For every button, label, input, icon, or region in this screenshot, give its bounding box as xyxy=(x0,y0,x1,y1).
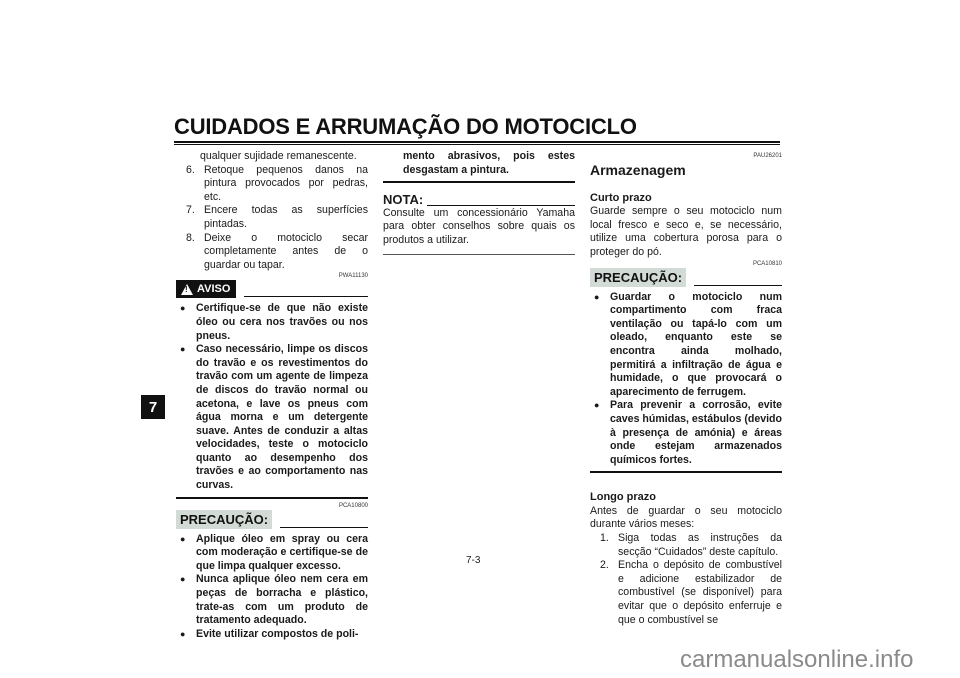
header-rule xyxy=(427,204,575,206)
bullet-icon: ● xyxy=(180,533,186,544)
caution-label: PRECAUÇÃO: xyxy=(590,268,686,287)
continuation-text: qualquer sujidade remanescente. xyxy=(200,150,357,162)
list-item xyxy=(176,302,368,343)
warning-header xyxy=(176,280,368,298)
caution-list xyxy=(590,291,782,468)
warning-label: AVISO xyxy=(197,282,231,295)
bullet-text: Caso necessário, limpe os discos do travão e os revestimentos do travão com um agente de limpeza de discos do travão normal ou acetona, e lave os pneus com água morna e um detergente suave. Antes de conduzir a altas velocidades, teste o motociclo quanto ao desempenho dos travões e ao comportamento nas curvas. xyxy=(196,343,368,492)
caution-header xyxy=(176,510,368,529)
title-rule xyxy=(174,141,780,143)
list-item xyxy=(176,343,368,493)
continuation-text: mento abrasivos, pois estes desgastam a pintura. xyxy=(403,150,575,176)
list-item xyxy=(176,164,368,205)
section-end-rule xyxy=(383,181,575,183)
column-2 xyxy=(383,150,575,255)
list-item xyxy=(176,573,368,627)
paragraph: Guarde sempre o seu motociclo num local fresco e seco e, se necessário, utilize uma cobertura porosa para o proteger do pó. xyxy=(590,205,782,258)
caution-label: PRECAUÇÃO: xyxy=(176,510,272,529)
column-1 xyxy=(176,150,368,641)
column-3 xyxy=(590,150,782,627)
list-item xyxy=(176,232,368,273)
header-rule xyxy=(694,284,782,286)
list-item xyxy=(590,559,782,627)
page-title: CUIDADOS E ARRUMAÇÃO DO MOTOCICLO xyxy=(174,114,637,139)
step-text: Deixe o motociclo secar completamente antes de o guardar ou tapar. xyxy=(204,231,368,271)
chapter-tab: 7 xyxy=(141,395,165,419)
reference-code: PCA10810 xyxy=(752,260,782,267)
bullet-text: Certifique-se de que não existe óleo ou cera nos travões ou nos pneus. xyxy=(196,302,368,342)
bullet-icon: ● xyxy=(594,291,600,302)
bullet-icon: ● xyxy=(594,400,600,411)
section-heading: Armazenagem xyxy=(590,162,686,178)
note-text: Consulte um concessionário Yamaha para obter conselhos sobre quais os produtos a utilizar. xyxy=(383,206,575,246)
paragraph: Antes de guardar o seu motociclo durante vários meses: xyxy=(590,504,782,531)
title-rule-secondary xyxy=(174,144,780,145)
bullet-text: Evite utilizar compostos de poli- xyxy=(196,627,359,640)
bullet-text: Aplique óleo em spray ou cera com moderação e certifique-se de que limpa qualquer excesso. xyxy=(196,532,368,572)
bullet-icon: ● xyxy=(180,303,186,314)
section-end-rule xyxy=(383,254,575,255)
bullet-icon: ● xyxy=(180,628,186,639)
step-number: 1. xyxy=(600,532,609,545)
reference-code: PWA11130 xyxy=(338,273,368,280)
warning-triangle-icon xyxy=(181,284,193,295)
bullet-icon: ● xyxy=(180,344,186,355)
warning-list xyxy=(176,302,368,492)
step-number: 2. xyxy=(600,559,609,572)
step-number: 6. xyxy=(186,163,195,176)
list-item xyxy=(176,628,368,642)
watermark: carmanualsonline.info xyxy=(680,646,914,673)
step-text: Encere todas as superfícies pintadas. xyxy=(204,204,368,230)
caution-list xyxy=(176,533,368,642)
page-number: 7-3 xyxy=(466,555,481,566)
list-item xyxy=(590,532,782,559)
bullet-icon: ● xyxy=(180,574,186,585)
header-rule xyxy=(244,295,368,297)
section-end-rule xyxy=(590,471,782,473)
list-item xyxy=(176,204,368,231)
list-item xyxy=(590,399,782,467)
step-number: 8. xyxy=(186,231,195,244)
reference-code: PCA10800 xyxy=(338,502,368,509)
list-item xyxy=(176,533,368,574)
bullet-text: Para prevenir a corrosão, evite caves húmidas, estábulos (devido à presença de amónia) e áreas onde estejam armazenados químicos fortes. xyxy=(610,399,782,466)
section-end-rule xyxy=(176,497,368,499)
note-header xyxy=(383,193,575,207)
subsection-heading: Longo prazo xyxy=(590,491,656,504)
caution-header xyxy=(590,268,782,287)
step-text: Retoque pequenos danos na pintura provocados por pedras, etc. xyxy=(204,163,368,203)
step-text: Siga todas as instruções da secção “Cuidados” deste capítulo. xyxy=(618,532,782,558)
warning-badge xyxy=(176,280,236,298)
step-number: 7. xyxy=(186,204,195,217)
subsection-heading: Curto prazo xyxy=(590,191,652,204)
note-label: NOTA: xyxy=(383,192,424,208)
bullet-text: Guardar o motociclo num compartimento com fraca ventilação ou tapá-lo com um oleado, enquanto este se encontra ainda molhado, permitirá a infiltração de água e humidade, o que provocará o aparecimento de ferrugem. xyxy=(610,290,782,398)
reference-code: PAU26201 xyxy=(753,153,782,159)
step-text: Encha o depósito de combustível e adicione estabilizador de combustível (se disponível) para evitar que o depósito enferruje e que o combustível se xyxy=(618,559,782,626)
bullet-text: Nunca aplique óleo nem cera em peças de borracha e plástico, trate-as com um produto de tratamento adequado. xyxy=(196,573,368,627)
list-item xyxy=(590,291,782,400)
header-rule xyxy=(280,526,368,528)
